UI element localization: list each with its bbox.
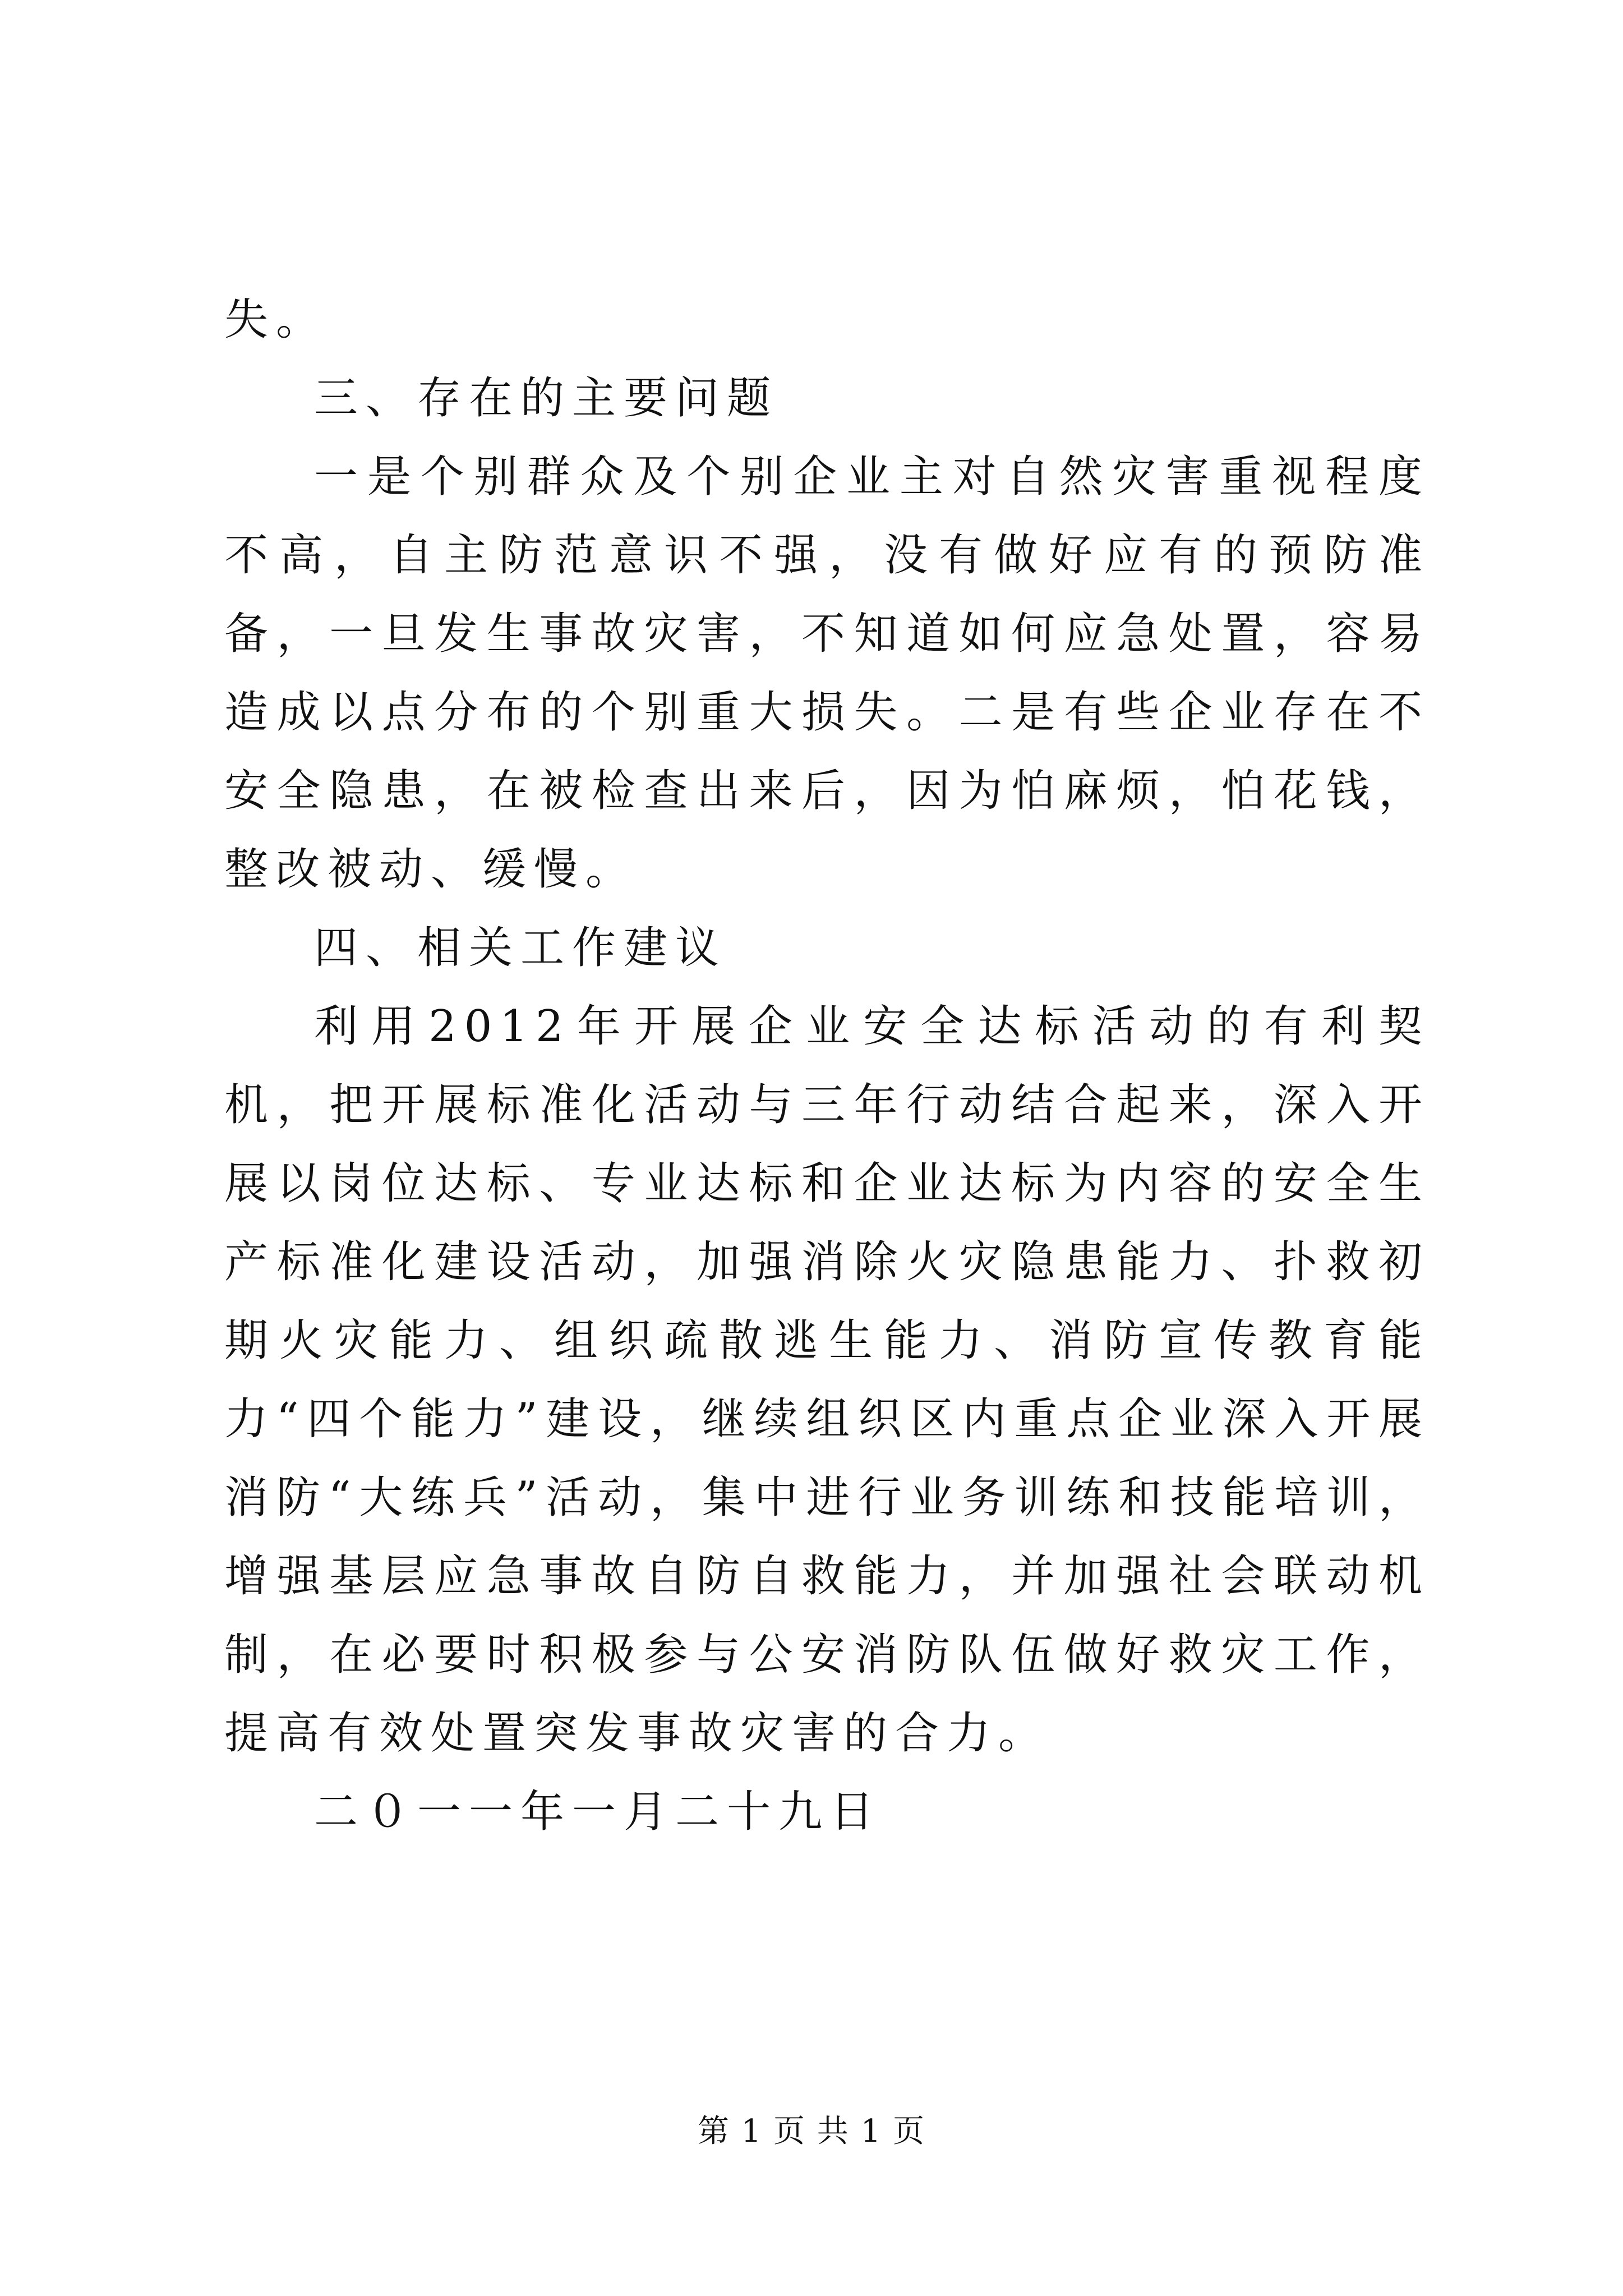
- paragraph-continuation: 失。: [224, 295, 328, 345]
- paragraph-problems: 一是个别群众及个别企业主对自然灾害重视程度不高，自主防范意识不强，没有做好应有的预防准备，一旦发生事故灾害，不知道如何应急处置，容易造成以点分布的个别重大损失。二是有些企业存在不安全隐患，在被检查出来后，因为怕麻烦，怕花钱，整改被动、缓慢。: [224, 452, 1430, 895]
- section-heading-suggestions: 四、相关工作建议: [314, 923, 727, 973]
- page-footer: 第 1 页 共 1 页: [697, 2113, 926, 2150]
- document-date: 二０一一年一月二十九日: [314, 1787, 882, 1837]
- section-heading-problems: 三、存在的主要问题: [314, 373, 779, 424]
- document-body: [224, 280, 1430, 1851]
- paragraph-suggestions: 利用2012年开展企业安全达标活动的有利契机，把开展标准化活动与三年行动结合起来，深入开展以岗位达标、专业达标和企业达标为内容的安全生产标准化建设活动，加强消除火灾隐患能力、扑救初期火灾能力、组织疏散逃生能力、消防宣传教育能力“四个能力”建设，继续组织区内重点企业深入开展消防“大练兵”活动，集中进行业务训练和技能培训，增强基层应急事故自防自救能力，并加强社会联动机制，在必要时积极参与公安消防队伍做好救灾工作，提高有效处置突发事故灾害的合力。: [224, 1001, 1430, 1759]
